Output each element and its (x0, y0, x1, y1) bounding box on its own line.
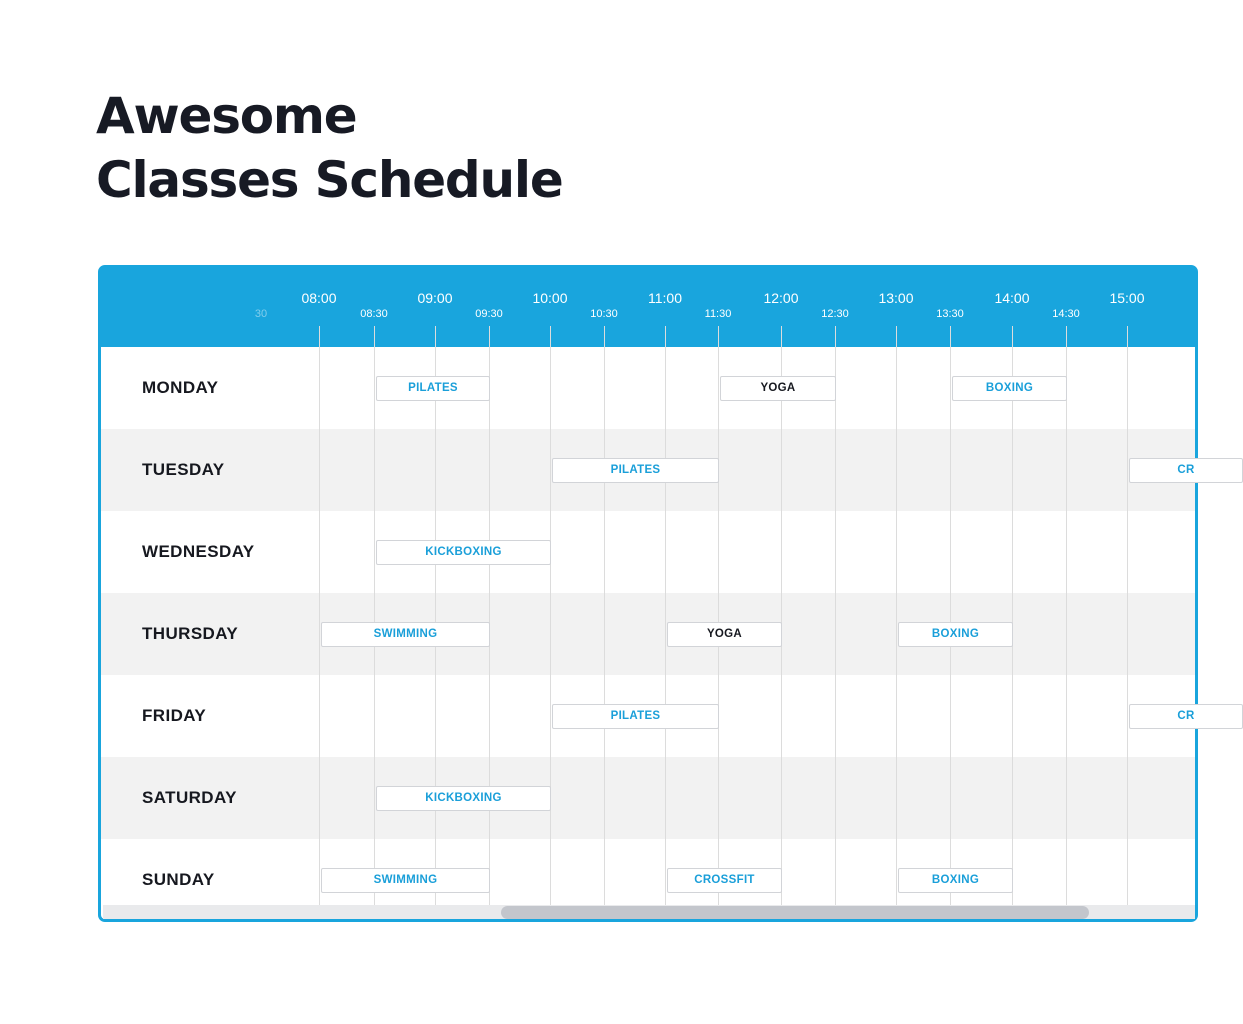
time-gridline (550, 326, 551, 908)
time-gridline (835, 326, 836, 908)
class-event-yoga[interactable]: YOGA (720, 376, 836, 401)
time-gridline (1012, 326, 1013, 908)
day-row (101, 593, 1195, 675)
class-event-boxing[interactable]: BOXING (898, 622, 1013, 647)
day-row (101, 757, 1195, 839)
class-event-crossfit[interactable]: CROSSFIT (667, 868, 782, 893)
day-label: SUNDAY (142, 870, 215, 889)
horizontal-scrollbar[interactable] (103, 905, 1195, 919)
time-gridline (604, 326, 605, 908)
half-hour-label: 13:30 (936, 308, 964, 320)
day-label: MONDAY (142, 378, 219, 397)
day-label: FRIDAY (142, 706, 207, 725)
half-hour-label: 08:30 (360, 308, 388, 320)
class-event-swimming[interactable]: SWIMMING (321, 868, 490, 893)
scrollbar-thumb[interactable] (501, 906, 1089, 919)
page-title (96, 84, 563, 212)
time-gridline (781, 326, 782, 908)
class-event-pilates[interactable]: PILATES (552, 458, 719, 483)
half-hour-label: 09:30 (475, 308, 503, 320)
hour-label: 09:00 (417, 290, 453, 306)
class-event-swimming[interactable]: SWIMMING (321, 622, 490, 647)
time-gridline (1066, 326, 1067, 908)
half-hour-label: 12:30 (821, 308, 849, 320)
time-gridline (665, 326, 666, 908)
half-hour-label: 30 (254, 308, 268, 320)
hour-label: 15:00 (1109, 290, 1145, 306)
day-label: WEDNESDAY (142, 542, 255, 561)
day-row (101, 511, 1195, 593)
time-gridline (489, 326, 490, 908)
day-label: TUESDAY (142, 460, 225, 479)
day-label: SATURDAY (142, 788, 237, 807)
class-event-boxing[interactable]: BOXING (898, 868, 1013, 893)
time-gridline (435, 326, 436, 908)
page-title-line-2: Classes Schedule (96, 151, 563, 209)
hour-label: 12:00 (763, 290, 799, 306)
hour-label: 10:00 (532, 290, 568, 306)
time-gridline (950, 326, 951, 908)
time-gridline (896, 326, 897, 908)
time-gridline (319, 326, 320, 908)
class-event-pilates[interactable]: PILATES (552, 704, 719, 729)
class-event-kickboxing[interactable]: KICKBOXING (376, 786, 551, 811)
hour-label: 14:00 (994, 290, 1030, 306)
hour-label: 13:00 (878, 290, 914, 306)
class-event-yoga[interactable]: YOGA (667, 622, 782, 647)
time-gridline (718, 326, 719, 908)
hour-label: 08:00 (301, 290, 337, 306)
time-gridline (374, 326, 375, 908)
hour-label: 11:00 (648, 290, 682, 306)
class-event-pilates[interactable]: PILATES (376, 376, 490, 401)
class-event-boxing[interactable]: BOXING (952, 376, 1067, 401)
half-hour-label: 14:30 (1052, 308, 1080, 320)
half-hour-label: 10:30 (590, 308, 618, 320)
schedule-table (98, 265, 1198, 922)
day-label: THURSDAY (142, 624, 239, 643)
class-event-kickboxing[interactable]: KICKBOXING (376, 540, 551, 565)
class-event-cr[interactable]: CR (1129, 704, 1243, 729)
class-event-cr[interactable]: CR (1129, 458, 1243, 483)
page-title-line-1: Awesome (96, 87, 357, 145)
timeline-header (101, 268, 1195, 347)
time-gridline (1127, 326, 1128, 908)
half-hour-label: 11:30 (704, 308, 732, 320)
